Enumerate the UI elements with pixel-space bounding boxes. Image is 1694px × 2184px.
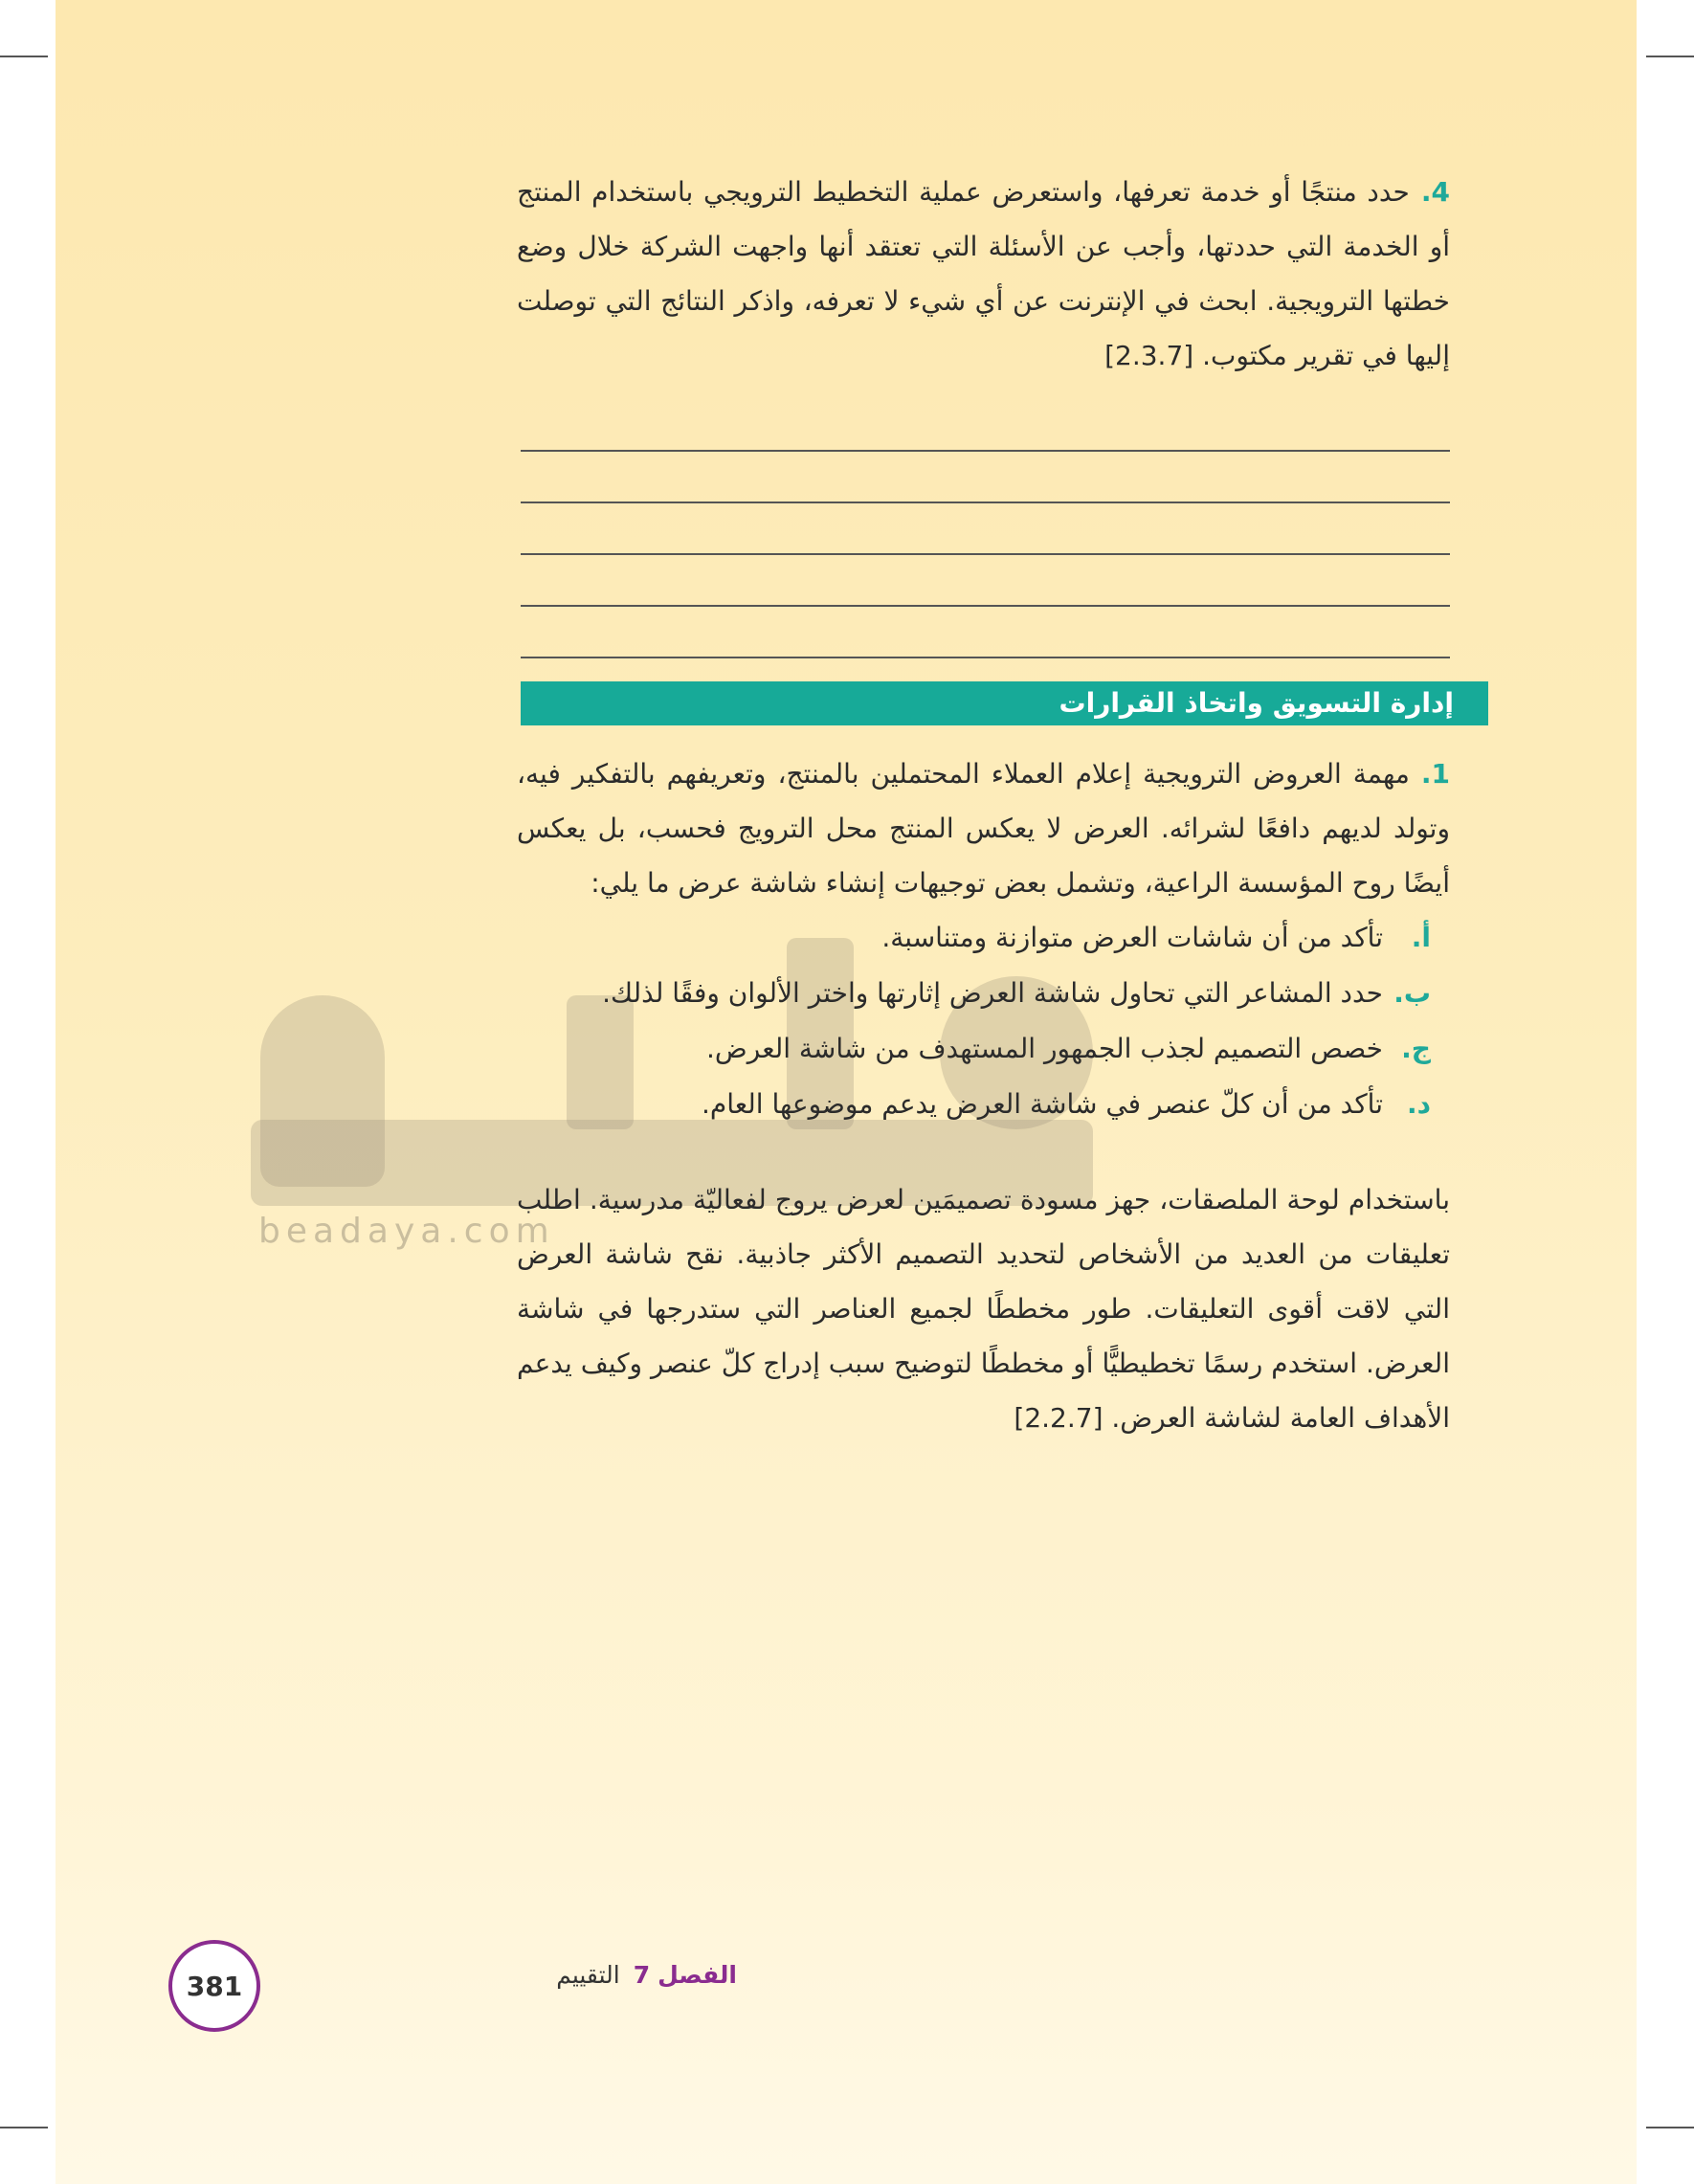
list-marker: أ. [1411, 922, 1431, 953]
chapter-title: التقييم [556, 1961, 620, 1989]
list-item [517, 910, 1450, 966]
list-item [517, 966, 1450, 1021]
section-heading [521, 681, 1488, 725]
list-marker: ب. [1393, 977, 1431, 1009]
chapter-label: الفصل [658, 1961, 737, 1989]
list-item [517, 1077, 1450, 1132]
question-4-text [517, 165, 1450, 383]
answer-lines [521, 400, 1450, 658]
section-question-1 [517, 747, 1450, 1132]
chapter-number: 7 [633, 1961, 651, 1989]
guideline-list [517, 910, 1450, 1132]
list-item [517, 1021, 1450, 1077]
list-marker: ج. [1401, 1033, 1431, 1064]
question-body: حدد منتجًا أو خدمة تعرفها، واستعرض عملية التخطيط الترويجي باستخدام المنتج أو الخدمة التي حددتها، وأجب عن الأسئلة التي تعتقد أنها واجهت الشركة خلال وضع خطتها الترويجية. ابحث في الإنترنت عن أي شيء لا تعرفه، واذكر النتائج التي توصلت إليها في تقرير مكتوب. [2.3.7] [517, 176, 1450, 371]
answer-line[interactable] [521, 400, 1450, 452]
question-body: مهمة العروض الترويجية إعلام العملاء المحتملين بالمنتج، وتعريفهم بالتفكير فيه، وتولد لديهم دافعًا لشرائه. العرض لا يعكس المنتج محل الترويج فحسب، بل يعكس أيضًا روح المؤسسة الراعية، وتشمل بعض توجيهات إنشاء شاشة عرض ما يلي: [517, 758, 1450, 899]
page-number-badge [168, 1940, 260, 2032]
crop-mark [1646, 2127, 1694, 2128]
crop-mark [0, 56, 48, 57]
list-item-text: حدد المشاعر التي تحاول شاشة العرض إثارتها واختر الألوان وفقًا لذلك. [602, 977, 1383, 1009]
question-1-text [517, 747, 1450, 910]
list-item-text: خصص التصميم لجذب الجمهور المستهدف من شاشة العرض. [706, 1033, 1383, 1064]
crop-mark [1646, 56, 1694, 57]
answer-line[interactable] [521, 555, 1450, 607]
answer-line[interactable] [521, 607, 1450, 658]
watermark-url: beadaya.com [258, 1212, 555, 1251]
list-marker: د. [1406, 1088, 1431, 1120]
answer-line[interactable] [521, 452, 1450, 503]
question-4 [517, 165, 1450, 383]
answer-line[interactable] [521, 503, 1450, 555]
list-item-text: تأكد من أن شاشات العرض متوازنة ومتناسبة. [881, 922, 1383, 953]
question-number: 1. [1420, 758, 1450, 790]
task-instructions: باستخدام لوحة الملصقات، جهز مسودة تصميمَين لعرض يروج لفعاليّة مدرسية. اطلب تعليقات من العديد من الأشخاص لتحديد التصميم الأكثر جاذبية. نقح شاشة العرض التي لاقت أقوى التعليقات. طور مخططًا لجميع العناصر التي ستدرجها في شاشة العرض. استخدم رسمًا تخطيطيًّا أو مخططًا لتوضيح سبب إدراج كلّ عنصر وكيف يدعم الأهداف العامة لشاشة العرض. [2.2.7] [517, 1184, 1450, 1434]
chapter-footer [517, 1958, 737, 1993]
crop-mark [0, 2127, 48, 2128]
section-title: إدارة التسويق واتخاذ القرارات [1059, 687, 1454, 719]
question-number: 4. [1420, 176, 1450, 208]
page-number: 381 [186, 1970, 243, 2002]
list-item-text: تأكد من أن كلّ عنصر في شاشة العرض يدعم موضوعها العام. [701, 1088, 1383, 1120]
